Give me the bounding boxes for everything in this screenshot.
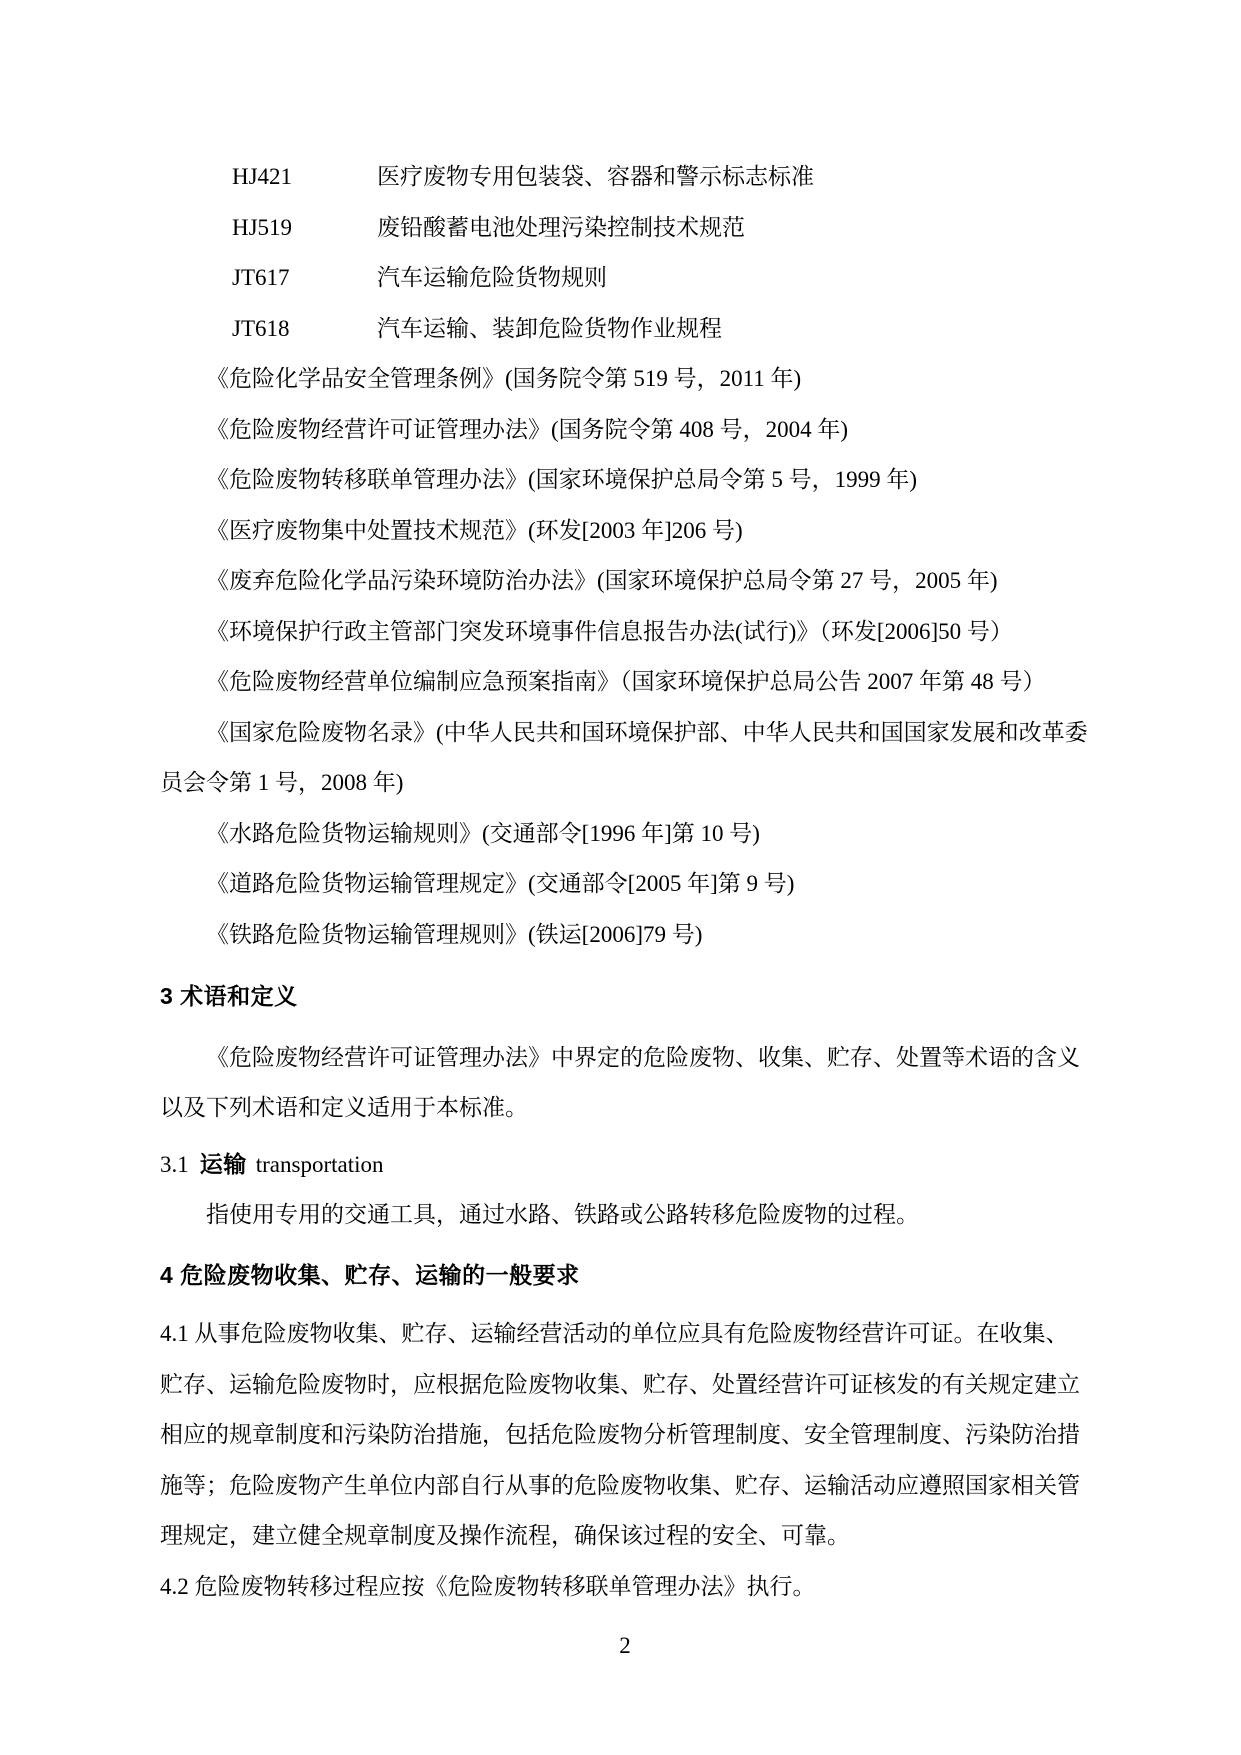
term-english: transportation bbox=[255, 1151, 384, 1177]
standard-code: HJ519 bbox=[232, 214, 293, 240]
term-chinese: 运输 bbox=[199, 1150, 247, 1177]
clause-4-1-line: 贮存、运输危险废物时，应根据危险废物收集、贮存、处置经营许可证核发的有关规定建立 bbox=[160, 1371, 1080, 1397]
reference-standard-row bbox=[160, 152, 1090, 203]
reference-document: 《危险废物经营许可证管理办法》(国务院令第 408 号，2004 年) bbox=[206, 416, 849, 442]
standard-code: JT618 bbox=[232, 315, 290, 341]
section-4-heading: 4 危险废物收集、贮存、运输的一般要求 bbox=[160, 1261, 580, 1288]
reference-standard-row bbox=[160, 253, 1090, 304]
clause-4-1-line: 理规定，建立健全规章制度及操作流程，确保该过程的安全、可靠。 bbox=[160, 1523, 850, 1548]
section-3-intro-line2: 以及下列术语和定义适用于本标准。 bbox=[160, 1095, 528, 1120]
standard-title: 汽车运输危险货物规则 bbox=[377, 265, 607, 290]
standard-title: 汽车运输、装卸危险货物作业规程 bbox=[377, 315, 722, 341]
reference-document: 《医疗废物集中处置技术规范》(环发[2003 年]206 号) bbox=[206, 517, 743, 543]
reference-document: 《铁路危险货物运输管理规则》(铁运[2006]79 号) bbox=[206, 921, 703, 947]
term-3-1-line bbox=[160, 1139, 1090, 1191]
document-content bbox=[160, 152, 1090, 1672]
reference-document: 《水路危险货物运输规则》(交通部令[1996 年]第 10 号) bbox=[206, 820, 760, 846]
term-3-1-definition: 指使用专用的交通工具，通过水路、铁路或公路转移危险废物的过程。 bbox=[206, 1202, 919, 1227]
reference-document: 《危险化学品安全管理条例》(国务院令第 519 号，2011 年) bbox=[206, 366, 802, 391]
reference-document: 《危险废物转移联单管理办法》(国家环境保护总局令第 5 号，1999 年) bbox=[206, 467, 918, 492]
standard-title: 医疗废物专用包装袋、容器和警示标志标准 bbox=[377, 164, 814, 189]
reference-document: 《废弃危险化学品污染环境防治办法》(国家环境保护总局令第 27 号，2005 年) bbox=[206, 568, 998, 593]
clause-4-1-line: 4.1 从事危险废物收集、贮存、运输经营活动的单位应具有危险废物经营许可证。在收集、 bbox=[160, 1321, 1069, 1346]
standard-title: 废铅酸蓄电池处理污染控制技术规范 bbox=[377, 214, 745, 240]
reference-document: 《危险废物经营单位编制应急预案指南》（国家环境保护总局公告 2007 年第 48 号） bbox=[206, 669, 1046, 694]
reference-document-wrapped-line1: 《国家危险废物名录》(中华人民共和国环境保护部、中华人民共和国国家发展和改革委 bbox=[206, 719, 1088, 745]
clause-4-1-line: 施等；危险废物产生单位内部自行从事的危险废物收集、贮存、运输活动应遵照国家相关管 bbox=[160, 1472, 1080, 1498]
reference-standard-row bbox=[160, 203, 1090, 254]
reference-document: 《环境保护行政主管部门突发环境事件信息报告办法(试行)》（环发[2006]50 号） bbox=[206, 618, 1013, 644]
reference-document: 《道路危险货物运输管理规定》(交通部令[2005 年]第 9 号) bbox=[206, 871, 795, 896]
section-3-intro-line1: 《危险废物经营许可证管理办法》中界定的危险废物、收集、贮存、处置等术语的含义 bbox=[206, 1044, 1080, 1070]
standard-code: JT617 bbox=[232, 265, 290, 290]
term-number: 3.1 bbox=[160, 1151, 189, 1177]
reference-standard-row bbox=[160, 304, 1090, 355]
clause-4-2-line: 4.2 危险废物转移过程应按《危险废物转移联单管理办法》执行。 bbox=[160, 1573, 816, 1599]
reference-document-wrapped-line2: 员会令第 1 号，2008 年) bbox=[160, 770, 404, 795]
clause-4-1-line: 相应的规章制度和污染防治措施，包括危险废物分析管理制度、安全管理制度、污染防治措 bbox=[160, 1422, 1080, 1447]
section-3-heading: 3 术语和定义 bbox=[160, 983, 298, 1009]
page-number: 2 bbox=[619, 1633, 631, 1658]
standard-code: HJ421 bbox=[232, 164, 293, 189]
